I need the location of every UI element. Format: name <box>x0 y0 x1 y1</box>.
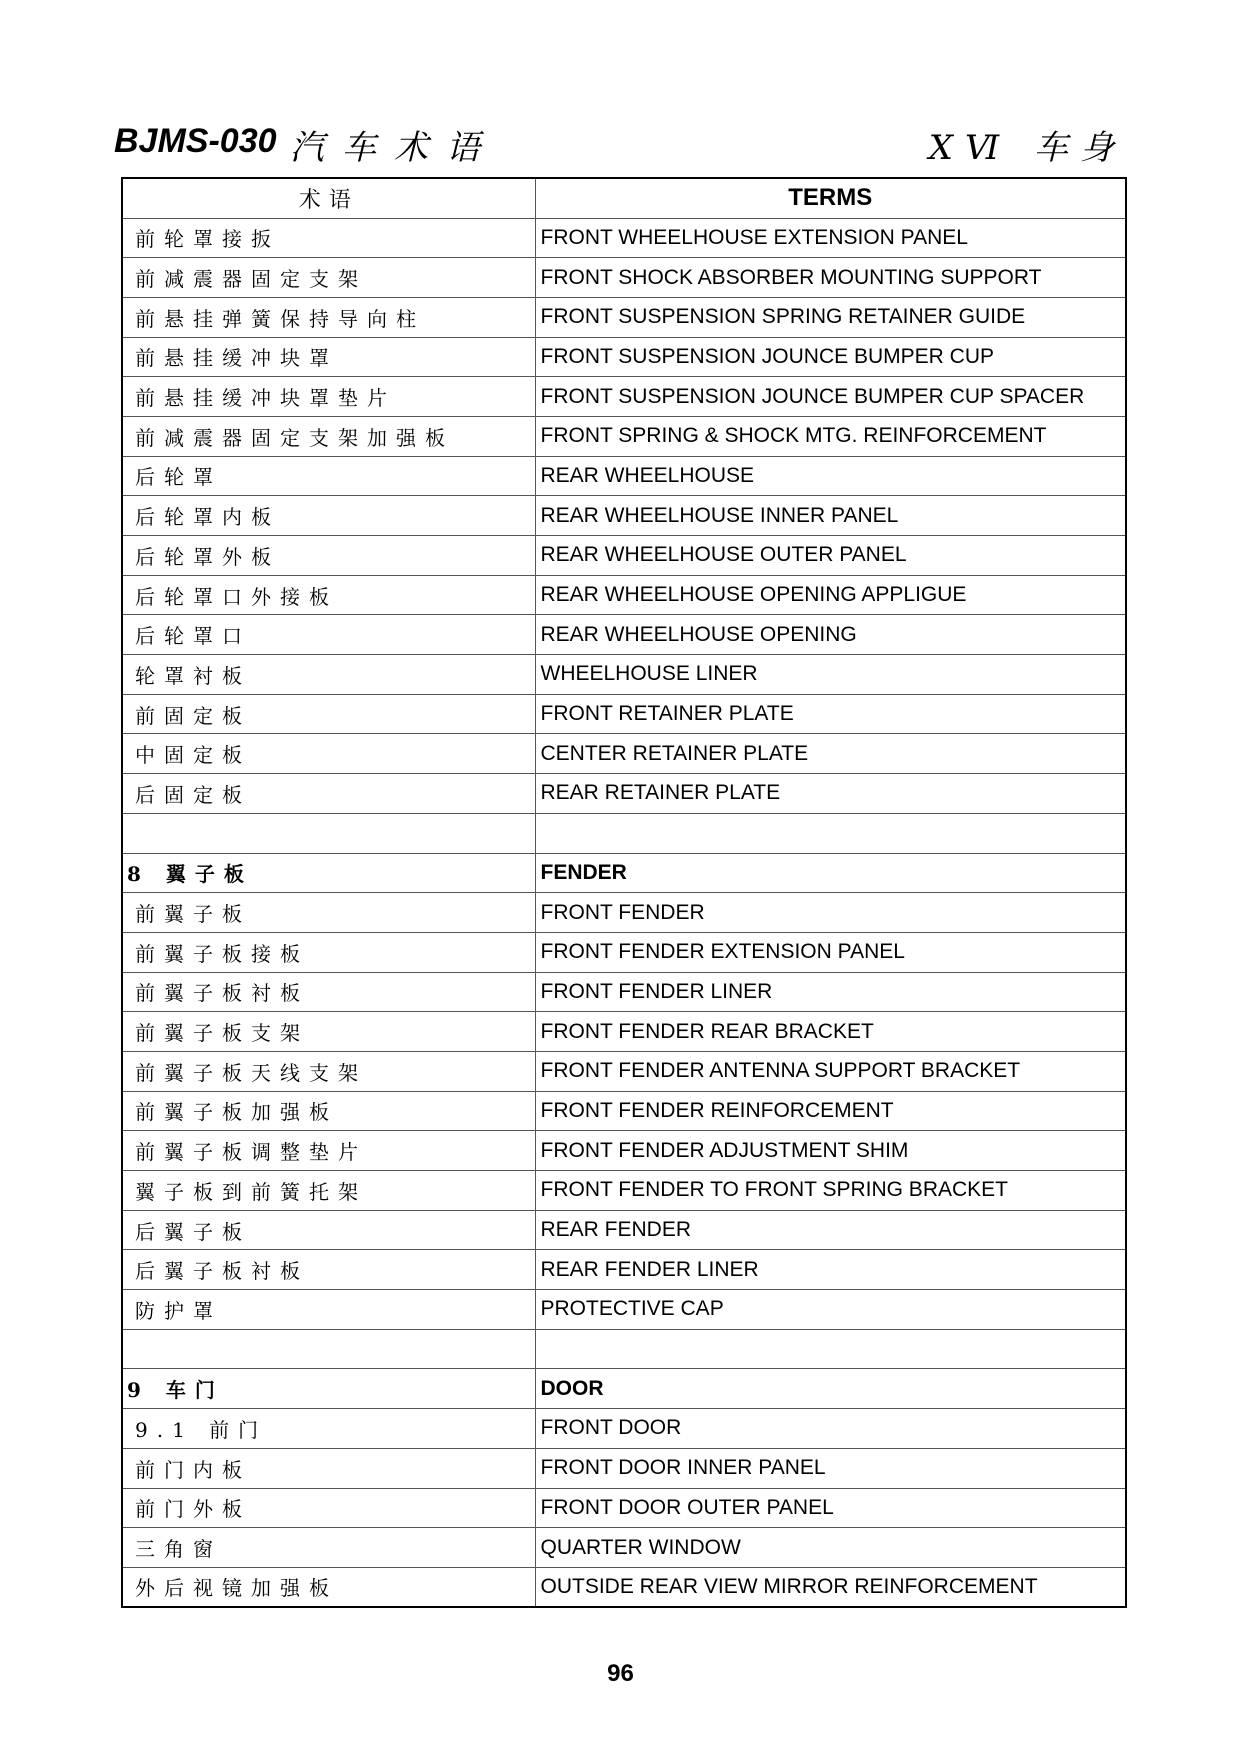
table-row <box>122 496 1126 536</box>
term-english: FRONT SUSPENSION SPRING RETAINER GUIDE <box>535 297 1126 337</box>
table-row <box>122 297 1126 337</box>
term-english: FRONT FENDER ANTENNA SUPPORT BRACKET <box>535 1051 1126 1091</box>
term-chinese: 前翼子板 <box>122 893 535 933</box>
table-row <box>122 932 1126 972</box>
term-english <box>535 813 1126 853</box>
term-chinese: 前门外板 <box>122 1488 535 1528</box>
term-english: FRONT FENDER LINER <box>535 972 1126 1012</box>
term-chinese: 前翼子板衬板 <box>122 972 535 1012</box>
term-chinese: 9.1 前门 <box>122 1409 535 1449</box>
section-row <box>122 1369 1126 1409</box>
term-chinese: 前固定板 <box>122 694 535 734</box>
table-row <box>122 536 1126 576</box>
table-row <box>122 1528 1126 1568</box>
table-row <box>122 655 1126 695</box>
term-chinese: 前悬挂缓冲块罩 <box>122 337 535 377</box>
term-english: FRONT SUSPENSION JOUNCE BUMPER CUP SPACER <box>535 377 1126 417</box>
term-english: FENDER <box>535 853 1126 893</box>
term-english: DOOR <box>535 1369 1126 1409</box>
term-english: FRONT DOOR INNER PANEL <box>535 1448 1126 1488</box>
term-chinese: 前翼子板天线支架 <box>122 1051 535 1091</box>
term-english: FRONT SPRING & SHOCK MTG. REINFORCEMENT <box>535 416 1126 456</box>
table-row <box>122 1448 1126 1488</box>
term-chinese <box>122 1329 535 1369</box>
terms-table <box>121 177 1127 1608</box>
term-english: REAR WHEELHOUSE <box>535 456 1126 496</box>
term-chinese: 前翼子板支架 <box>122 1012 535 1052</box>
table-row <box>122 456 1126 496</box>
term-chinese: 后轮罩外板 <box>122 536 535 576</box>
table-row <box>122 1131 1126 1171</box>
page-number: 96 <box>607 1660 634 1687</box>
table-row <box>122 1409 1126 1449</box>
term-chinese: 后翼子板衬板 <box>122 1250 535 1290</box>
term-english: REAR RETAINER PLATE <box>535 774 1126 814</box>
table-row <box>122 1329 1126 1369</box>
term-english: CENTER RETAINER PLATE <box>535 734 1126 774</box>
term-chinese: 前翼子板调整垫片 <box>122 1131 535 1171</box>
table-row <box>122 575 1126 615</box>
table-row <box>122 1012 1126 1052</box>
table-row <box>122 1488 1126 1528</box>
term-chinese: 轮罩衬板 <box>122 655 535 695</box>
term-english: FRONT RETAINER PLATE <box>535 694 1126 734</box>
table-row <box>122 1171 1126 1211</box>
table-row <box>122 972 1126 1012</box>
table-row <box>122 337 1126 377</box>
term-english: FRONT DOOR OUTER PANEL <box>535 1488 1126 1528</box>
term-chinese: 防护罩 <box>122 1290 535 1330</box>
terms-body <box>122 218 1126 1607</box>
page-header <box>114 118 1126 168</box>
table-row <box>122 1091 1126 1131</box>
term-chinese: 前门内板 <box>122 1448 535 1488</box>
table-row <box>122 774 1126 814</box>
term-english: FRONT FENDER <box>535 893 1126 933</box>
table-row <box>122 1290 1126 1330</box>
table-row <box>122 218 1126 258</box>
term-chinese: 前减震器固定支架加强板 <box>122 416 535 456</box>
table-row <box>122 1210 1126 1250</box>
term-chinese: 前悬挂缓冲块罩垫片 <box>122 377 535 417</box>
term-english: FRONT WHEELHOUSE EXTENSION PANEL <box>535 218 1126 258</box>
section-row <box>122 853 1126 893</box>
term-english: PROTECTIVE CAP <box>535 1290 1126 1330</box>
table-row <box>122 377 1126 417</box>
term-chinese: 后轮罩内板 <box>122 496 535 536</box>
term-chinese: 中固定板 <box>122 734 535 774</box>
table-row <box>122 615 1126 655</box>
term-english: FRONT DOOR <box>535 1409 1126 1449</box>
term-english: REAR WHEELHOUSE OUTER PANEL <box>535 536 1126 576</box>
term-chinese: 翼子板到前簧托架 <box>122 1171 535 1211</box>
term-chinese: 后轮罩口 <box>122 615 535 655</box>
column-header-chinese: 术语 <box>122 178 535 218</box>
term-english: REAR FENDER LINER <box>535 1250 1126 1290</box>
term-english: REAR WHEELHOUSE OPENING <box>535 615 1126 655</box>
term-english: QUARTER WINDOW <box>535 1528 1126 1568</box>
term-english: FRONT SUSPENSION JOUNCE BUMPER CUP <box>535 337 1126 377</box>
term-english: WHEELHOUSE LINER <box>535 655 1126 695</box>
term-english: REAR WHEELHOUSE INNER PANEL <box>535 496 1126 536</box>
table-row <box>122 694 1126 734</box>
term-chinese: 前翼子板加强板 <box>122 1091 535 1131</box>
table-row <box>122 258 1126 298</box>
term-chinese: 后固定板 <box>122 774 535 814</box>
term-chinese: 前轮罩接扳 <box>122 218 535 258</box>
term-chinese <box>122 813 535 853</box>
term-english: FRONT FENDER REAR BRACKET <box>535 1012 1126 1052</box>
chapter-title: XⅥ 车身 <box>928 128 1126 168</box>
table-row <box>122 813 1126 853</box>
term-chinese: 8 翼子板 <box>122 853 535 893</box>
table-header-row <box>122 178 1126 218</box>
term-chinese: 前减震器固定支架 <box>122 258 535 298</box>
document-title: 汽车术语 <box>290 128 498 168</box>
table-row <box>122 1567 1126 1607</box>
term-chinese: 前翼子板接板 <box>122 932 535 972</box>
table-row <box>122 1250 1126 1290</box>
term-chinese: 后轮罩口外接板 <box>122 575 535 615</box>
term-english: FRONT FENDER TO FRONT SPRING BRACKET <box>535 1171 1126 1211</box>
term-english <box>535 1329 1126 1369</box>
term-english: FRONT FENDER REINFORCEMENT <box>535 1091 1126 1131</box>
term-chinese: 外后视镜加强板 <box>122 1567 535 1607</box>
term-english: REAR WHEELHOUSE OPENING APPLIGUE <box>535 575 1126 615</box>
term-chinese: 后翼子板 <box>122 1210 535 1250</box>
term-chinese: 前悬挂弹簧保持导向柱 <box>122 297 535 337</box>
term-chinese: 后轮罩 <box>122 456 535 496</box>
table-row <box>122 734 1126 774</box>
term-english: FRONT SHOCK ABSORBER MOUNTING SUPPORT <box>535 258 1126 298</box>
term-english: OUTSIDE REAR VIEW MIRROR REINFORCEMENT <box>535 1567 1126 1607</box>
table-row <box>122 893 1126 933</box>
term-chinese: 三角窗 <box>122 1528 535 1568</box>
document-code: BJMS-030 <box>114 122 277 160</box>
table-row <box>122 1051 1126 1091</box>
table-row <box>122 416 1126 456</box>
term-english: FRONT FENDER ADJUSTMENT SHIM <box>535 1131 1126 1171</box>
term-english: REAR FENDER <box>535 1210 1126 1250</box>
column-header-english: TERMS <box>535 178 1126 218</box>
term-chinese: 9 车门 <box>122 1369 535 1409</box>
term-english: FRONT FENDER EXTENSION PANEL <box>535 932 1126 972</box>
